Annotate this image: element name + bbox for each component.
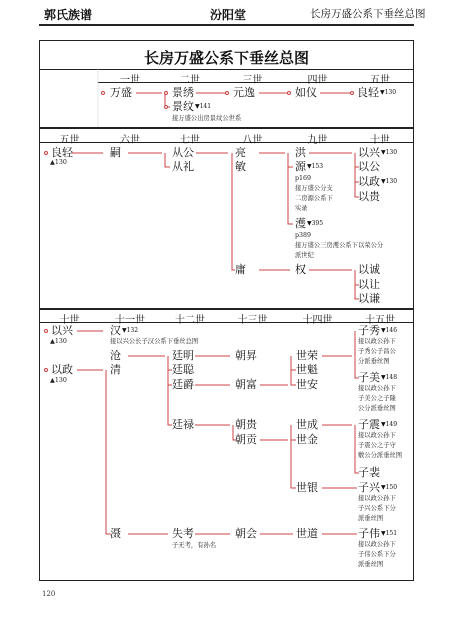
page-number: 120 bbox=[42, 590, 56, 598]
person-zixing bbox=[358, 482, 397, 494]
gen-label: 七世 bbox=[180, 135, 200, 146]
page-ref-mark: ▲130 bbox=[50, 377, 67, 384]
person-yizheng-name: 以政 bbox=[358, 175, 380, 188]
header-center: 汾阳堂 bbox=[210, 8, 247, 22]
person-yizheng-3: 以政 bbox=[51, 363, 73, 376]
person-shirong: 世荣 bbox=[296, 349, 318, 362]
note-zixing bbox=[358, 494, 396, 524]
gen-label: 五世 bbox=[59, 135, 80, 146]
note-line: 子震公之子守 bbox=[358, 442, 396, 449]
person-yizheng bbox=[358, 176, 397, 188]
person-jingwen bbox=[172, 101, 211, 113]
person-qing: 清 bbox=[110, 363, 121, 376]
gen-label: 九世 bbox=[307, 135, 328, 146]
note-han: 接以兴公长子汉公系下垂丝总图 bbox=[110, 338, 199, 345]
page-ref-mark: ▼149 bbox=[381, 421, 398, 428]
note-line: 派世纪 bbox=[295, 252, 314, 259]
person-huo bbox=[295, 218, 323, 230]
note-line: p169 bbox=[295, 175, 312, 182]
person-shian: 世安 bbox=[296, 378, 318, 391]
header-left: 郭氏族谱 bbox=[44, 8, 93, 22]
node-dot bbox=[287, 91, 291, 95]
note-line: 接万盛公三房濩公系下以荣公分 bbox=[295, 242, 384, 249]
person-yigui: 以贵 bbox=[358, 190, 380, 203]
note-line: 子兴公系下分 bbox=[358, 505, 396, 512]
page-ref-mark: ▼146 bbox=[381, 327, 398, 334]
person-chaogong: 朝贡 bbox=[235, 433, 257, 446]
node-dot bbox=[44, 368, 48, 372]
person-han-name: 汉 bbox=[110, 324, 121, 337]
note-line: 接以政公孙下 bbox=[358, 385, 396, 392]
person-zimei bbox=[358, 372, 397, 384]
page-ref-mark: ▼132 bbox=[122, 327, 139, 334]
page-ref-mark: ▼130 bbox=[380, 89, 397, 96]
gen-label: 二世 bbox=[180, 75, 200, 86]
person-hong: 洪 bbox=[295, 146, 306, 159]
note-line: 子秀公子昌公 bbox=[358, 348, 396, 355]
person-zizhen-name: 子震 bbox=[358, 418, 380, 431]
person-shicheng: 世成 bbox=[296, 418, 318, 431]
page-ref-mark: ▼141 bbox=[195, 103, 212, 110]
person-zixiu-name: 子秀 bbox=[358, 324, 380, 337]
gen-label: 十二世 bbox=[175, 315, 205, 326]
person-zipei: 子裴 bbox=[358, 466, 380, 479]
person-congli: 从礼 bbox=[172, 160, 194, 173]
header-right: 长房万盛公系下垂丝总图 bbox=[310, 8, 426, 20]
person-huo-name: 濩 bbox=[295, 217, 306, 230]
person-yan: 沧 bbox=[110, 349, 121, 362]
person-ziwei bbox=[358, 528, 397, 540]
gen-label: 十三世 bbox=[237, 315, 268, 326]
person-chaogui: 朝贵 bbox=[235, 418, 257, 431]
person-shijin: 世金 bbox=[296, 433, 318, 446]
page-ref-mark: ▼130 bbox=[381, 149, 398, 156]
gen-label: 八世 bbox=[242, 135, 263, 146]
page-ref-mark: ▲130 bbox=[50, 338, 67, 345]
node-dot bbox=[101, 91, 105, 95]
gen-label: 十四世 bbox=[302, 315, 333, 326]
note-ziwei bbox=[358, 540, 396, 570]
person-yong: 庸 bbox=[235, 263, 246, 276]
note-line: 接万盛公分支 bbox=[295, 185, 333, 192]
note-line: 公分派垂丝图 bbox=[358, 405, 396, 412]
person-yicheng: 以诚 bbox=[358, 263, 380, 276]
person-zixing-name: 子兴 bbox=[358, 481, 380, 494]
note-huo bbox=[295, 231, 383, 261]
note-zimei bbox=[358, 384, 396, 414]
gen-label: 十世 bbox=[59, 315, 80, 326]
note-zixiu bbox=[358, 337, 396, 367]
person-jingwen-name: 景纹 bbox=[172, 100, 194, 113]
person-shiyin: 世银 bbox=[296, 481, 318, 494]
page-ref-mark: ▼150 bbox=[381, 484, 398, 491]
note-yuan bbox=[295, 174, 333, 214]
person-yuanyi: 元逸 bbox=[233, 86, 255, 99]
note-line: 二房源公系下 bbox=[295, 195, 333, 202]
person-shikui: 世魁 bbox=[296, 363, 318, 376]
person-yixing-3: 以兴 bbox=[51, 324, 73, 337]
note-jingwen: 接万盛公出房景纹公世系 bbox=[172, 115, 242, 122]
note-line: 接以政公孙下 bbox=[358, 495, 396, 502]
person-tingjue: 廷爵 bbox=[172, 378, 194, 391]
person-min: 敏 bbox=[235, 160, 246, 173]
note-line: 分派垂丝图 bbox=[358, 358, 390, 365]
person-zizhen bbox=[358, 419, 397, 431]
person-liangqing-name: 良轻 bbox=[357, 86, 379, 99]
person-yuan-name: 源 bbox=[295, 160, 306, 173]
node-dot bbox=[164, 105, 168, 109]
person-wansheng: 万盛 bbox=[110, 86, 132, 99]
person-ruyi: 如仪 bbox=[295, 86, 317, 99]
note-line: 接以政公孙下 bbox=[358, 432, 396, 439]
person-shikao: 失考 bbox=[172, 527, 194, 540]
gen-label: 十一世 bbox=[115, 315, 145, 326]
page-ref-mark: ▼395 bbox=[307, 220, 324, 227]
person-liang: 亮 bbox=[235, 146, 246, 159]
person-yirang: 以让 bbox=[358, 278, 380, 291]
person-chaofu: 朝富 bbox=[235, 378, 257, 391]
note-line: p389 bbox=[295, 232, 312, 239]
person-chaohui: 朝会 bbox=[235, 527, 257, 540]
note-line: 实录 bbox=[295, 205, 308, 212]
page-ref-mark: ▼130 bbox=[381, 178, 398, 185]
person-jingxiu: 景绣 bbox=[172, 86, 194, 99]
node-dot bbox=[44, 151, 48, 155]
node-dot bbox=[44, 329, 48, 333]
page-ref-mark: ▲130 bbox=[50, 159, 67, 166]
gen-label: 十世 bbox=[370, 135, 390, 146]
person-yuan bbox=[295, 161, 323, 173]
person-han bbox=[110, 325, 138, 337]
gen-label: 十五世 bbox=[365, 315, 395, 326]
note-shikao: 子无考，有孙名 bbox=[172, 542, 217, 549]
chart-title: 长房万盛公系下垂丝总图 bbox=[143, 49, 309, 67]
person-xuan: 滠 bbox=[110, 527, 121, 540]
note-line: 子美公之子隆 bbox=[358, 395, 396, 402]
person-yiqian: 以谦 bbox=[358, 292, 380, 305]
page-ref-mark: ▼148 bbox=[381, 374, 398, 381]
page-ref-mark: ▼153 bbox=[307, 163, 324, 170]
gen-label: 六世 bbox=[120, 135, 140, 146]
person-tingcong: 廷聪 bbox=[172, 363, 194, 376]
node-dot bbox=[225, 91, 229, 95]
gen-label: 一世 bbox=[120, 75, 140, 86]
note-line: 子伟公系下分 bbox=[358, 551, 396, 558]
gen-label: 三世 bbox=[242, 75, 263, 86]
gen-label: 四世 bbox=[307, 75, 328, 86]
note-line: 敷公分派垂丝图 bbox=[358, 452, 403, 459]
person-ziwei-name: 子伟 bbox=[358, 527, 380, 540]
person-si: 嗣 bbox=[110, 146, 121, 159]
note-zizhen bbox=[358, 431, 402, 461]
node-dot bbox=[350, 91, 354, 95]
person-zimei-name: 子美 bbox=[358, 371, 380, 384]
person-chaosheng: 朝昇 bbox=[235, 349, 257, 362]
person-tinglu: 廷禄 bbox=[172, 418, 194, 431]
gen-label: 五世 bbox=[370, 75, 390, 86]
node-dot bbox=[164, 91, 168, 95]
note-line: 接以政公孙下 bbox=[358, 541, 396, 548]
person-quan: 权 bbox=[295, 263, 306, 276]
page-ref-mark: ▼151 bbox=[381, 530, 398, 537]
person-conggong: 从公 bbox=[172, 146, 194, 159]
person-liangqing bbox=[357, 87, 396, 99]
person-zixiu bbox=[358, 325, 397, 337]
person-yixing-name: 以兴 bbox=[358, 146, 380, 159]
note-line: 接以政公孙下 bbox=[358, 338, 396, 345]
person-tingming: 廷明 bbox=[172, 349, 194, 362]
person-shidao: 世道 bbox=[296, 527, 318, 540]
person-yixing bbox=[358, 147, 397, 159]
person-liangqing-2: 良轻 bbox=[51, 146, 73, 159]
note-line: 派垂丝图 bbox=[358, 561, 384, 568]
person-yigong: 以公 bbox=[358, 160, 380, 173]
note-line: 派垂丝图 bbox=[358, 515, 384, 522]
